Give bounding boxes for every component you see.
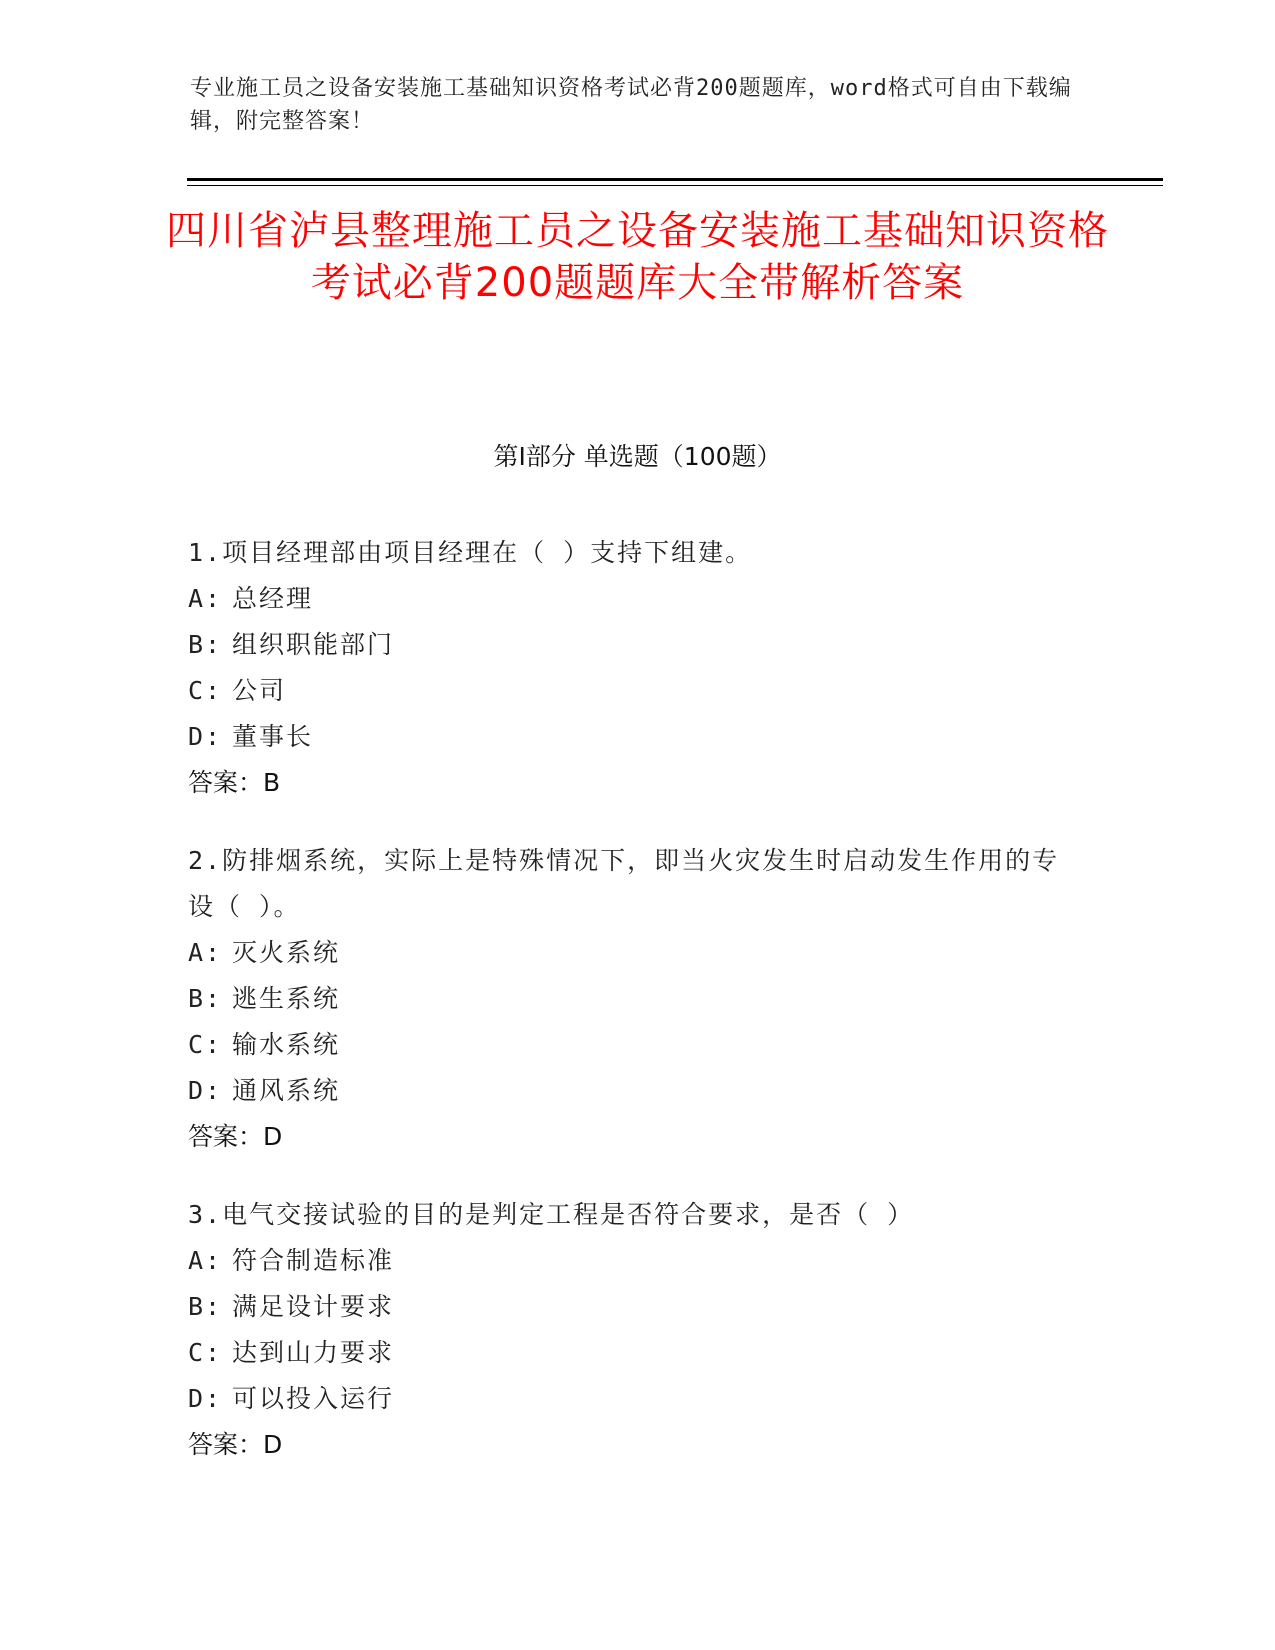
option-c xyxy=(188,668,1068,714)
option-a xyxy=(188,1238,1068,1284)
question-item xyxy=(188,1192,1068,1468)
option-text: 组织职能部门 xyxy=(232,630,395,659)
option-d xyxy=(188,714,1068,760)
option-text: 输水系统 xyxy=(232,1030,341,1059)
question-item xyxy=(188,838,1068,1160)
option-text: 总经理 xyxy=(232,584,314,613)
option-letter: B: xyxy=(188,984,223,1013)
option-c xyxy=(188,1330,1068,1376)
option-letter: A: xyxy=(188,584,223,613)
question-list xyxy=(188,530,1068,1500)
option-letter: C: xyxy=(188,1030,223,1059)
option-letter: D: xyxy=(188,1076,223,1105)
option-text: 满足设计要求 xyxy=(232,1292,395,1321)
header-rule-thick xyxy=(187,178,1163,181)
section-title: 第I部分 单选题（100题） xyxy=(493,442,782,471)
answer-line: 答案：D xyxy=(188,1122,283,1151)
option-text: 符合制造标准 xyxy=(232,1246,395,1275)
option-b xyxy=(188,976,1068,1022)
option-letter: D: xyxy=(188,1384,223,1413)
option-text: 逃生系统 xyxy=(232,984,341,1013)
header-note: 专业施工员之设备安装施工基础知识资格考试必背200题题库，word格式可自由下载编辑，附完整答案！ xyxy=(190,76,1072,134)
document-title: 四川省泸县整理施工员之设备安装施工基础知识资格考试必背200题题库大全带解析答案 xyxy=(166,208,1109,306)
option-a xyxy=(188,576,1068,622)
option-text: 灭火系统 xyxy=(232,938,341,967)
option-text: 达到山力要求 xyxy=(232,1338,395,1367)
question-stem: 3.电气交接试验的目的是判定工程是否符合要求，是否（ ） xyxy=(188,1200,915,1229)
question-item xyxy=(188,530,1068,806)
option-b xyxy=(188,1284,1068,1330)
option-d xyxy=(188,1068,1068,1114)
answer-line: 答案：B xyxy=(188,768,281,797)
option-letter: C: xyxy=(188,676,223,705)
option-text: 公司 xyxy=(232,676,287,705)
question-stem: 1.项目经理部由项目经理在（ ）支持下组建。 xyxy=(188,538,753,567)
question-stem: 2.防排烟系统，实际上是特殊情况下，即当火灾发生时启动发生作用的专设（ ）。 xyxy=(188,846,1060,921)
option-letter: C: xyxy=(188,1338,223,1367)
option-letter: A: xyxy=(188,938,223,967)
answer-line: 答案：D xyxy=(188,1430,283,1459)
option-letter: D: xyxy=(188,722,223,751)
option-text: 董事长 xyxy=(232,722,314,751)
option-text: 可以投入运行 xyxy=(232,1384,395,1413)
header-rule-thin xyxy=(187,185,1163,186)
option-b xyxy=(188,622,1068,668)
option-d xyxy=(188,1376,1068,1422)
option-letter: B: xyxy=(188,1292,223,1321)
option-a xyxy=(188,930,1068,976)
option-letter: B: xyxy=(188,630,223,659)
option-letter: A: xyxy=(188,1246,223,1275)
option-c xyxy=(188,1022,1068,1068)
option-text: 通风系统 xyxy=(232,1076,341,1105)
